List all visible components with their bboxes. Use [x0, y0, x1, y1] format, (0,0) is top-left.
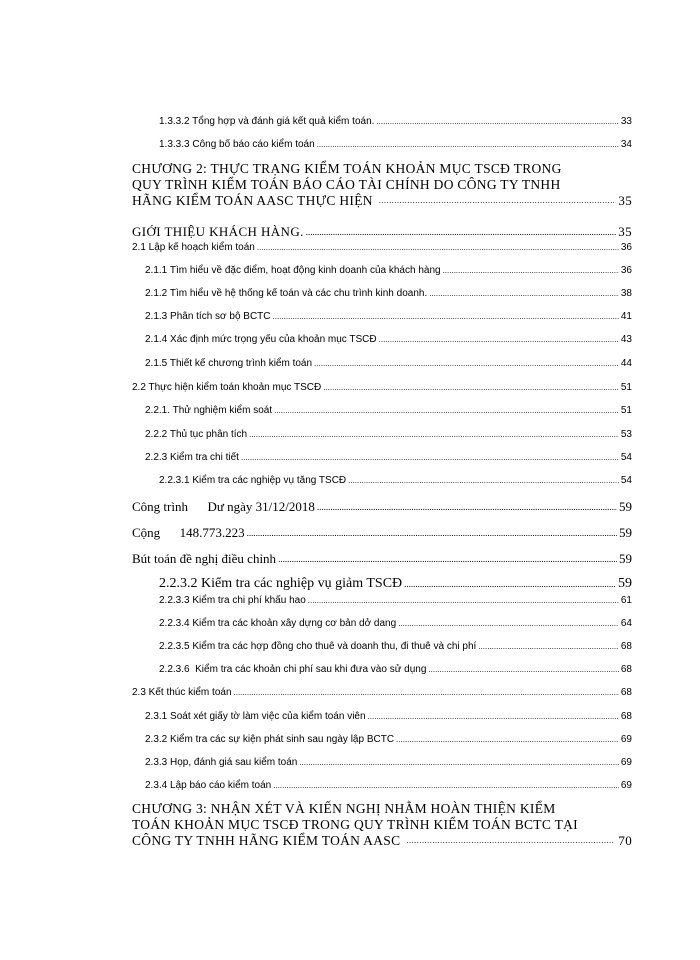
toc-entry-title: Cộng 148.773.223: [132, 525, 245, 540]
toc-entry-page: 38: [620, 288, 632, 299]
toc-entry-page: 68: [620, 711, 632, 722]
toc-entry[interactable]: [145, 755, 632, 771]
toc-entry-page: 36: [620, 265, 632, 276]
dot-leader: [306, 229, 616, 239]
toc-entry-title: 2.1.3 Phân tích sơ bộ BCTC: [145, 311, 271, 322]
chapter-title-line: QUY TRÌNH KIỂM TOÁN BÁO CÁO TÀI CHÍNH DO CÔNG TY TNHH: [132, 177, 561, 192]
toc-entry[interactable]: [132, 240, 632, 256]
toc-entry[interactable]: [145, 286, 632, 302]
toc-entry-title: 2.3 Kết thúc kiểm toán: [132, 687, 232, 698]
dot-leader: [443, 267, 619, 277]
toc-entry[interactable]: [132, 550, 632, 568]
toc-entry-title: 2.2.2 Thủ tục phân tích: [145, 429, 248, 440]
toc-entry-title: 2.2.3.1 Kiểm tra các nghiệp vụ tăng TSCĐ: [159, 475, 347, 486]
toc-entry[interactable]: [159, 114, 632, 130]
toc-entry[interactable]: [145, 427, 632, 443]
toc-entry[interactable]: [159, 575, 632, 593]
dot-leader: [396, 736, 619, 746]
dot-leader: [278, 556, 617, 566]
toc-entry-page: 69: [620, 780, 632, 791]
toc-entry-page: 68: [620, 687, 632, 698]
dot-leader: [376, 118, 618, 128]
toc-entry-page: 54: [620, 452, 632, 463]
chapter-title-line: HÃNG KIỂM TOÁN AASC THỰC HIỆN: [132, 193, 373, 208]
toc-entry-title: 2.3.4 Lập báo cáo kiểm toán: [145, 780, 272, 791]
dot-leader: [257, 244, 619, 254]
toc-entry-title: 2.3.3 Họp, đánh giá sau kiểm toán: [145, 757, 298, 768]
toc-entry-title: 2.1.1 Tìm hiểu về đặc điểm, hoạt động kinh doanh của khách hàng: [145, 265, 441, 276]
chapter-title-line: TOÁN KHOẢN MỤC TSCĐ TRONG QUY TRÌNH KIỂM TOÁN BCTC TẠI: [132, 817, 578, 832]
toc-entry-page: 69: [620, 757, 632, 768]
toc-entry[interactable]: [145, 403, 632, 419]
toc-entry-title: 2.2.3.2 Kiểm tra các nghiệp vụ giảm TSCĐ: [159, 576, 403, 591]
dot-leader: [317, 141, 619, 151]
toc-chapter-heading[interactable]: [132, 161, 632, 209]
dot-leader: [368, 713, 619, 723]
dot-leader: [428, 666, 618, 676]
toc-entry-title: 2.1 Lập kế hoạch kiểm toán: [132, 242, 255, 253]
dot-leader: [348, 477, 619, 487]
toc-entry[interactable]: [145, 263, 632, 279]
dot-leader: [404, 581, 616, 591]
chapter-title-line: CÔNG TY TNHH HÃNG KIỂM TOÁN AASC: [132, 833, 401, 848]
dot-leader: [379, 336, 619, 346]
toc-entry-page: 34: [620, 139, 632, 150]
toc-entry-title: 2.2.1. Thử nghiệm kiểm soát: [145, 405, 273, 416]
toc-entry-title: 2.1.5 Thiết kế chương trình kiểm toán: [145, 358, 313, 369]
dot-leader: [273, 313, 619, 323]
dot-leader: [273, 782, 619, 792]
dot-leader: [241, 454, 619, 464]
dot-leader: [247, 530, 617, 540]
toc-entry-title: Công trình Dư ngày 31/12/2018: [132, 499, 315, 514]
dot-leader: [308, 597, 619, 607]
dot-leader: [398, 620, 619, 630]
dot-leader: [249, 431, 619, 441]
toc-entry-title: 2.2.3 Kiểm tra chi tiết: [145, 452, 239, 463]
toc-entry-page: 59: [619, 551, 632, 566]
toc-entry[interactable]: [132, 498, 632, 516]
toc-entry-page: 36: [620, 242, 632, 253]
toc-entry-page: 35: [618, 224, 632, 239]
toc-entry[interactable]: [159, 616, 632, 632]
dot-leader: [406, 837, 614, 847]
toc-entry-page: 35: [618, 193, 632, 208]
toc-entry-page: 33: [620, 116, 632, 127]
dot-leader: [323, 384, 619, 394]
toc-entry[interactable]: [145, 732, 632, 748]
toc-entry-page: 69: [620, 734, 632, 745]
toc-entry-title: 2.2 Thực hiện kiểm toán khoản mục TSCĐ: [132, 382, 322, 393]
toc-entry-title: 2.1.2 Tìm hiểu về hệ thống kế toán và các chu trình kinh doanh.: [145, 288, 428, 299]
toc-entry[interactable]: [145, 356, 632, 372]
toc-entry-title: 2.2.3.5 Kiểm tra các hợp đồng cho thuê và doanh thu, đi thuê và chi phí: [159, 641, 477, 652]
toc-entry-page: 41: [620, 311, 632, 322]
dot-leader: [379, 197, 615, 207]
toc-entry-page: 61: [620, 595, 632, 606]
toc-entry-page: 59: [619, 499, 632, 514]
toc-entry[interactable]: [145, 450, 632, 466]
toc-entry-page: 59: [618, 576, 632, 591]
toc-entry-page: 43: [620, 334, 632, 345]
toc-entry-page: 44: [620, 358, 632, 369]
toc-entry-page: 68: [620, 664, 632, 675]
toc-entry-title: GIỚI THIỆU KHÁCH HÀNG.: [132, 224, 304, 239]
toc-entry-page: 51: [620, 405, 632, 416]
toc-chapter-heading[interactable]: [132, 801, 632, 849]
dot-leader: [299, 759, 619, 769]
toc-entry-page: 54: [620, 475, 632, 486]
dot-leader: [317, 504, 617, 514]
dot-leader: [274, 407, 619, 417]
toc-entry-page: 70: [618, 833, 632, 848]
toc-entry[interactable]: [159, 593, 632, 609]
toc-entry-title: Bút toán đề nghị điều chỉnh: [132, 551, 277, 566]
dot-leader: [429, 290, 619, 300]
toc-entry-title: 2.3.1 Soát xét giấy tờ làm việc của kiểm toán viên: [145, 711, 366, 722]
toc-entry-title: 2.2.3.6 Kiểm tra các khoản chi phí sau khi đưa vào sử dụng: [159, 664, 427, 675]
toc-entry[interactable]: [132, 223, 632, 241]
toc-entry[interactable]: [159, 137, 632, 153]
toc-entry-page: 68: [620, 641, 632, 652]
toc-entry[interactable]: [145, 709, 632, 725]
toc-entry-page: 53: [620, 429, 632, 440]
toc-entry-title: 2.2.3.4 Kiểm tra các khoản xây dựng cơ bản dở dang: [159, 618, 397, 629]
toc-entry-page: 59: [619, 525, 632, 540]
toc-entry[interactable]: [159, 662, 632, 678]
toc-entry[interactable]: [145, 309, 632, 325]
toc-entry[interactable]: [132, 685, 632, 701]
dot-leader: [314, 360, 619, 370]
toc-entry[interactable]: [159, 473, 632, 489]
toc-entry-title: 1.3.3.2 Tổng hợp và đánh giá kết quả kiểm toán.: [159, 116, 375, 127]
toc-entry[interactable]: [145, 778, 632, 794]
toc-entry-page: 64: [620, 618, 632, 629]
toc-entry[interactable]: [159, 639, 632, 655]
toc-entry[interactable]: [132, 524, 632, 542]
toc-entry-page: 51: [620, 382, 632, 393]
toc-entry-title: 2.3.2 Kiểm tra các sự kiện phát sinh sau ngày lập BCTC: [145, 734, 395, 745]
dot-leader: [234, 689, 619, 699]
dot-leader: [478, 643, 619, 653]
toc-entry-title: 1.3.3.3 Công bố báo cáo kiểm toán: [159, 139, 315, 150]
chapter-title-line: CHƯƠNG 2: THỰC TRẠNG KIỂM TOÁN KHOẢN MỤC TSCĐ TRONG: [132, 161, 562, 176]
toc-entry[interactable]: [132, 380, 632, 396]
toc-entry-title: 2.2.3.3 Kiểm tra chi phí khấu hao: [159, 595, 306, 606]
chapter-title-line: CHƯƠNG 3: NHẬN XÉT VÀ KIẾN NGHỊ NHẰM HOÀN THIỆN KIỂM: [132, 801, 556, 816]
toc-entry[interactable]: [145, 332, 632, 348]
toc-entry-title: 2.1.4 Xác định mức trọng yếu của khoản mục TSCĐ: [145, 334, 377, 345]
